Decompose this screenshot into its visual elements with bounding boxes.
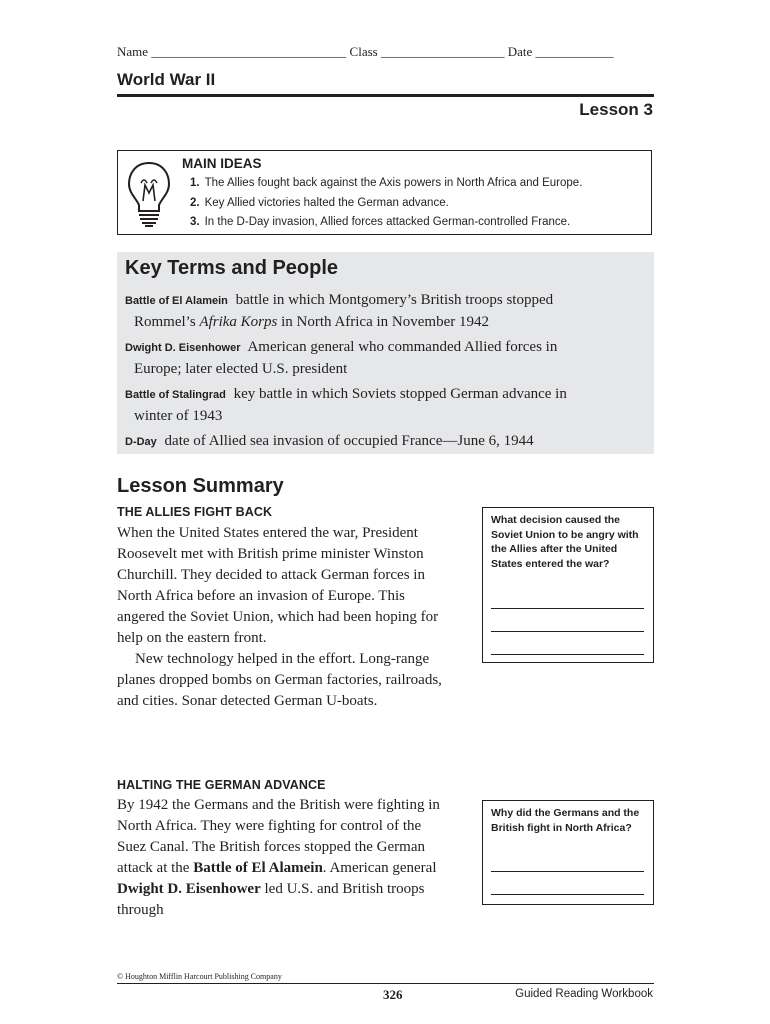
main-idea-item: 1. The Allies fought back against the Axis powers in North Africa and Europe. bbox=[190, 177, 583, 189]
section-heading-halting: HALTING THE GERMAN ADVANCE bbox=[117, 778, 326, 792]
date-blank[interactable]: ____________ bbox=[535, 44, 614, 59]
main-idea-item: 2. Key Allied victories halted the German advance. bbox=[190, 196, 449, 209]
date-label: Date bbox=[507, 44, 533, 59]
paragraph: By 1942 the Germans and the British were fighting in North Africa. They were fighting for control of the Suez Canal. The British forces stopped the German attack at the Battle of El Alamein. American general Dwight D. Eisenhower led U.S. and British troops through bbox=[117, 797, 440, 918]
term-label: Battle of Stalingrad bbox=[125, 389, 226, 401]
key-term-eisenhower: Dwight D. Eisenhower American general who commanded Allied forces in Europe; later elected U.S. president bbox=[125, 339, 558, 377]
name-blank[interactable]: ______________________________ bbox=[151, 44, 347, 59]
main-ideas-box bbox=[117, 150, 652, 235]
student-info-line bbox=[117, 44, 657, 60]
page-number: 326 bbox=[383, 987, 403, 1002]
main-idea-item: 3. In the D-Day invasion, Allied forces attacked German-controlled France. bbox=[190, 216, 571, 228]
copyright-notice: © Houghton Mifflin Harcourt Publishing Company bbox=[117, 972, 282, 981]
term-label: Dwight D. Eisenhower bbox=[125, 342, 241, 354]
unit-title: World War II bbox=[117, 70, 216, 89]
answer-line[interactable] bbox=[491, 871, 644, 872]
answer-line[interactable] bbox=[491, 631, 644, 632]
term-label: D-Day bbox=[125, 436, 157, 448]
key-terms-panel bbox=[117, 252, 654, 454]
paragraph: New technology helped in the effort. Long-range planes dropped bombs on German factories, railroads, and cities. Sonar detected German U-boats. bbox=[117, 651, 442, 709]
section-heading-allies: THE ALLIES FIGHT BACK bbox=[117, 505, 273, 519]
main-ideas-heading: MAIN IDEAS bbox=[182, 156, 262, 171]
key-terms-heading: Key Terms and People bbox=[125, 257, 339, 279]
question-text: Why did the Germans and the British fight in North Africa? bbox=[491, 807, 640, 834]
question-box-north-africa bbox=[482, 800, 654, 905]
lesson-summary-heading: Lesson Summary bbox=[117, 475, 284, 497]
answer-line[interactable] bbox=[491, 608, 644, 609]
key-term-el-alamein: Battle of El Alamein battle in which Montgomery’s British troops stopped Rommel’s Afrika Korps in North Africa in November 1942 bbox=[125, 292, 554, 330]
class-label: Class bbox=[349, 44, 378, 59]
question-box-soviet bbox=[482, 507, 654, 663]
class-blank[interactable]: ___________________ bbox=[380, 44, 505, 59]
lightbulb-icon bbox=[123, 157, 175, 229]
answer-line[interactable] bbox=[491, 894, 644, 895]
lesson-label: Lesson 3 bbox=[579, 100, 653, 119]
section-body-halting bbox=[117, 795, 447, 921]
answer-line[interactable] bbox=[491, 654, 644, 655]
section-body-allies bbox=[117, 523, 447, 712]
title-rule bbox=[117, 94, 654, 97]
term-label: Battle of El Alamein bbox=[125, 295, 228, 307]
key-term-d-day: D-Day date of Allied sea invasion of occupied France—June 6, 1944 bbox=[125, 433, 534, 449]
question-text: What decision caused the Soviet Union to be angry with the Allies after the United States entered the war? bbox=[491, 514, 639, 570]
footer-rule bbox=[117, 983, 654, 984]
workbook-title: Guided Reading Workbook bbox=[515, 988, 653, 1000]
name-label: Name bbox=[117, 44, 149, 59]
main-ideas-list bbox=[190, 174, 582, 233]
paragraph: When the United States entered the war, President Roosevelt met with British prime minister Winston Churchill. They decided to attack German forces in North Africa before an invasion of Europe. This angered the Soviet Union, which had been hoping for help on the eastern front. bbox=[117, 525, 439, 646]
key-term-stalingrad: Battle of Stalingrad key battle in which Soviets stopped German advance in winter of 1943 bbox=[125, 386, 567, 424]
